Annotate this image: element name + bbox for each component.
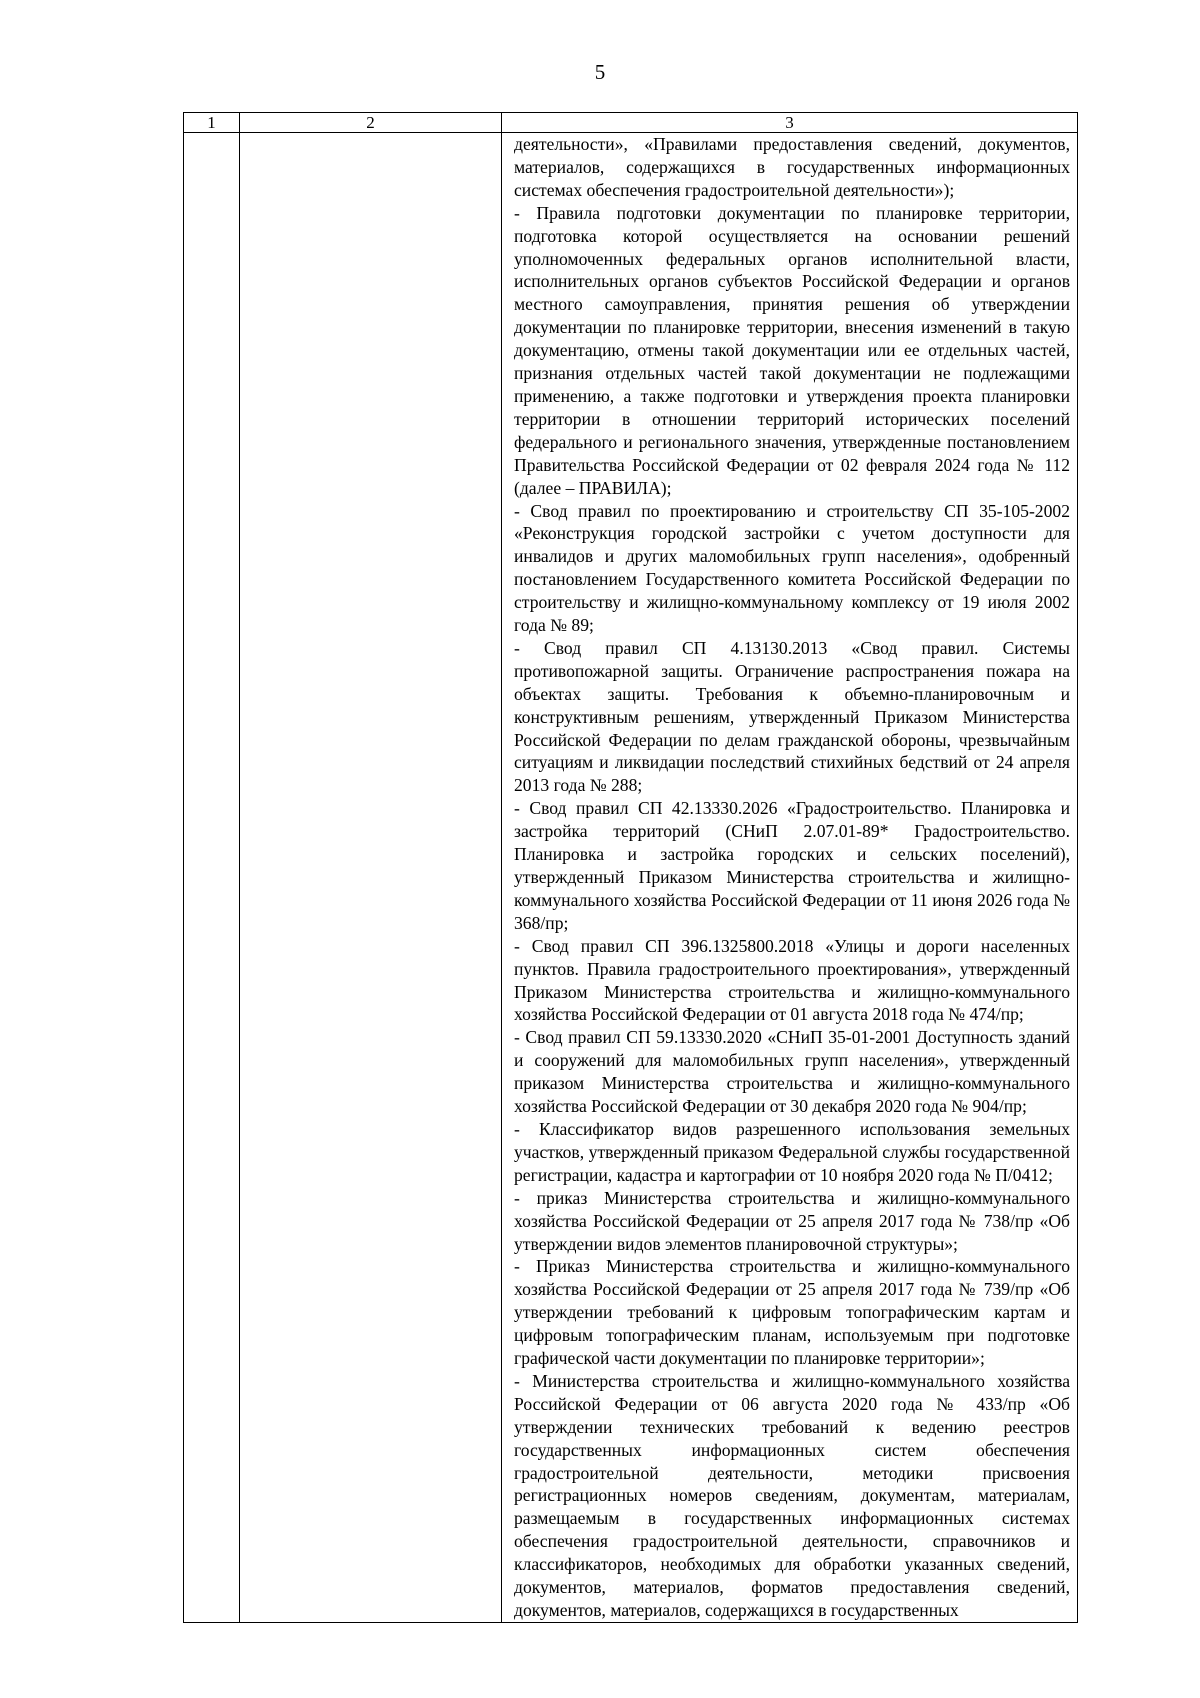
paragraph: - Приказ Министерства строительства и жилищно-коммунального хозяйства Российской Федерации от 25 апреля 2017 года № 739/пр «Об утверждении требований к цифровым топографическим картам и цифровым топографическим планам, используемым при подготовке графической части документации по планировке территории»;: [514, 1256, 1070, 1369]
document-table: [183, 112, 1078, 1623]
paragraph: - приказ Министерства строительства и жилищно-коммунального хозяйства Российской Федерации от 25 апреля 2017 года № 738/пр «Об утверждении видов элементов планировочной структуры»;: [514, 1187, 1070, 1254]
header-cell-2: 2: [240, 113, 502, 133]
paragraph: - Министерства строительства и жилищно-коммунального хозяйства Российской Федерации от 06 августа 2020 года № 433/пр «Об утверждении технических требований к ведению реестров государственных информационных систем обеспечения градостроительной деятельности, методики присвоения регистрационных номеров сведениям, документам, материалам, размещаемым в государственных информационных системах обеспечения градостроительной деятельности, справочников и классификаторов, необходимых для обработки указанных сведений, документов, материалов, форматов предоставления сведений, документов, материалов, содержащихся в государственных: [514, 1370, 1070, 1620]
paragraph: - Правила подготовки документации по планировке территории, подготовка которой осуществляется на основании решений уполномоченных федеральных органов исполнительной власти, исполнительных органов субъектов Российской Федерации и органов местного самоуправления, принятия решения об утверждении документации по планировке территории, внесения изменений в такую документацию, отмены такой документации или ее отдельных частей, признания отдельных частей такой документации не подлежащими применению, а также подготовки и утверждения проекта планировки территории в отношении территорий исторических поселений федерального и регионального значения, утвержденные постановлением Правительства Российской Федерации от 02 февраля 2024 года № 112 (далее – ПРАВИЛА);: [514, 202, 1070, 498]
cell-content: [502, 133, 1078, 1623]
paragraph: - Классификатор видов разрешенного использования земельных участков, утвержденный приказом Федеральной службы государственной регистрации, кадастра и картографии от 10 ноября 2020 года № П/0412;: [514, 1118, 1070, 1185]
paragraph: деятельности», «Правилами предоставления сведений, документов, материалов, содержащихся в государственных информационных системах обеспечения градостроительной деятельности»);: [514, 134, 1070, 200]
header-cell-3: 3: [502, 113, 1078, 133]
paragraph: - Свод правил СП 42.13330.2026 «Градостроительство. Планировка и застройка территорий (СНиП 2.07.01-89* Градостроительство. Планировка и застройка городских и сельских поселений), утвержденный Приказом Министерства строительства и жилищно-коммунального хозяйства Российской Федерации от 11 июня 2026 года № 368/пр;: [514, 798, 1070, 933]
header-cell-1: 1: [184, 113, 240, 133]
paragraph: - Свод правил СП 396.1325800.2018 «Улицы и дороги населенных пунктов. Правила градостроительного проектирования», утвержденный Приказом Министерства строительства и жилищно-коммунального хозяйства Российской Федерации от 01 августа 2018 года № 474/пр;: [514, 935, 1070, 1025]
cell-name: [240, 133, 502, 1623]
page-number: 5: [594, 60, 606, 84]
paragraph: - Свод правил СП 4.13130.2013 «Свод правил. Системы противопожарной защиты. Ограничение распространения пожара на объектах защиты. Требования к объемно-планировочным и конструктивным решениям, утвержденный Приказом Министерства Российской Федерации по делам гражданской обороны, чрезвычайным ситуациям и ликвидации последствий стихийных бедствий от 24 апреля 2013 года № 288;: [514, 637, 1070, 796]
cell-number: [184, 133, 240, 1623]
table-row: [184, 133, 1078, 1623]
paragraph: - Свод правил СП 59.13330.2020 «СНиП 35-01-2001 Доступность зданий и сооружений для маломобильных групп населения», утвержденный приказом Министерства строительства и жилищно-коммунального хозяйства Российской Федерации от 30 декабря 2020 года № 904/пр;: [514, 1027, 1070, 1117]
table-header-row: [184, 113, 1078, 133]
paragraph: - Свод правил по проектированию и строительству СП 35-105-2002 «Реконструкция городской застройки с учетом доступности для инвалидов и других маломобильных групп населения», одобренный постановлением Государственного комитета Российской Федерации по строительству и жилищно-коммунальному комплексу от 19 июля 2002 года № 89;: [514, 500, 1070, 636]
